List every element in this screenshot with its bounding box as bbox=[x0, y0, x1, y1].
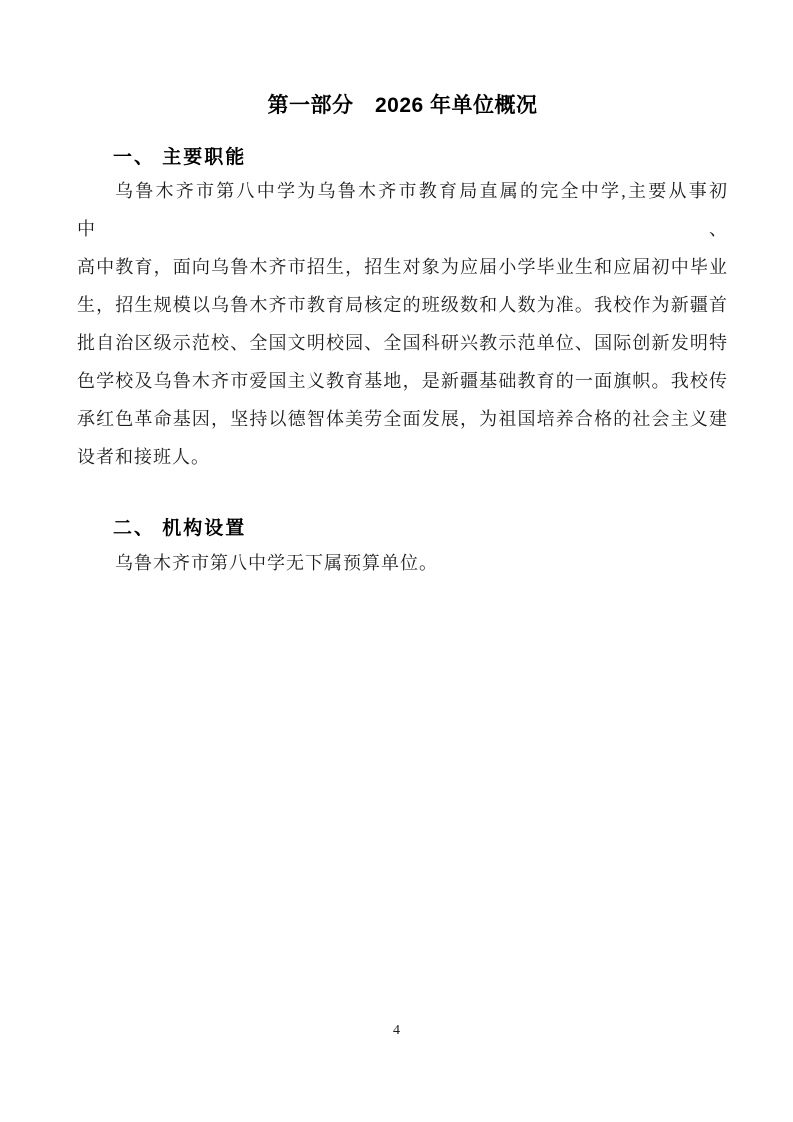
paragraph-line: 色学校及乌鲁木齐市爱国主义教育基地，是新疆基础教育的一面旗帜。我校传 bbox=[77, 371, 728, 391]
paragraph-line: 设者和接班人。 bbox=[77, 447, 210, 467]
paragraph-line: 承红色革命基因，坚持以德智体美劳全面发展，为祖国培养合格的社会主义建 bbox=[77, 409, 728, 429]
section-1-paragraph bbox=[77, 172, 728, 476]
paragraph-line: 乌鲁木齐市第八中学为乌鲁木齐市教育局直属的完全中学,主要从事初中、 bbox=[77, 181, 728, 239]
section-2-paragraph bbox=[77, 544, 728, 582]
section-1-heading: 一、 主要职能 bbox=[113, 147, 247, 168]
page-number: 4 bbox=[393, 1023, 400, 1038]
paragraph-line: 高中教育，面向乌鲁木齐市招生，招生对象为应届小学毕业生和应届初中毕业 bbox=[77, 257, 728, 277]
paragraph-line: 批自治区级示范校、全国文明校园、全国科研兴教示范单位、国际创新发明特 bbox=[77, 333, 728, 353]
section-2-heading: 二、 机构设置 bbox=[113, 518, 247, 539]
paragraph-line: 乌鲁木齐市第八中学无下属预算单位。 bbox=[115, 553, 438, 573]
paragraph-line: 生，招生规模以乌鲁木齐市教育局核定的班级数和人数为准。我校作为新疆首 bbox=[77, 295, 728, 315]
document-title: 第一部分 2026 年单位概况 bbox=[267, 94, 538, 117]
